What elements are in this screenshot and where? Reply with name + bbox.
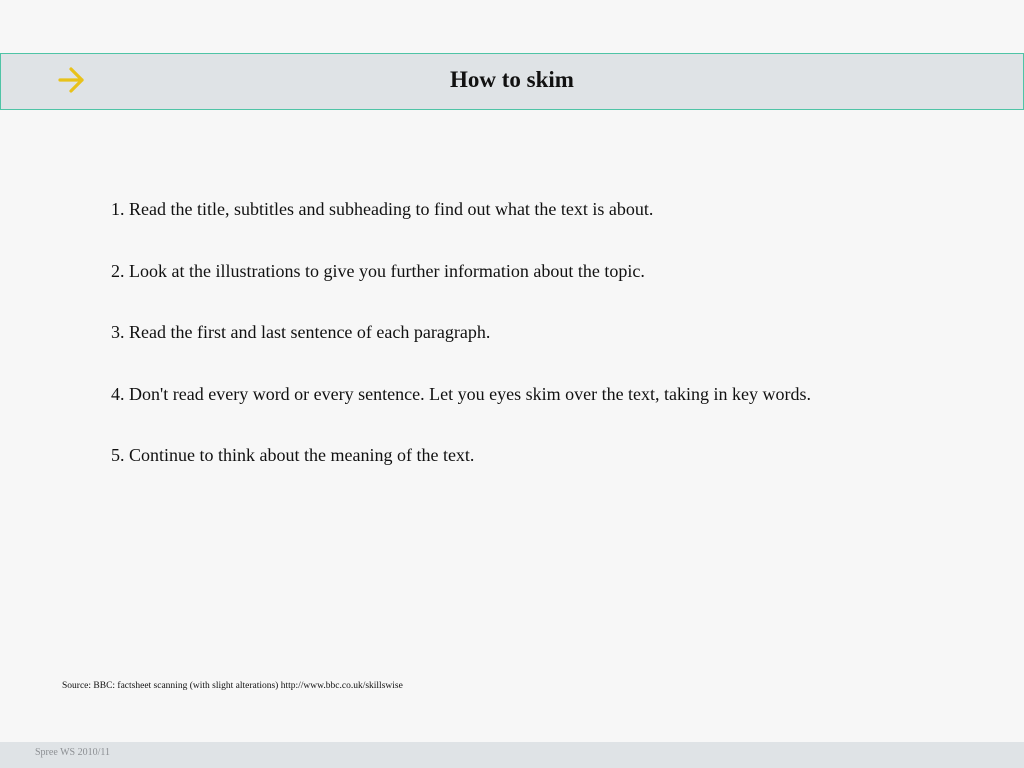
- list-item: 1. Read the title, subtitles and subheading to find out what the text is about.: [111, 199, 654, 219]
- page-title: How to skim: [450, 67, 574, 92]
- steps-list: [111, 198, 811, 506]
- list-item: 5. Continue to think about the meaning of the text.: [111, 445, 475, 465]
- list-item: 4. Don't read every word or every sentence. Let you eyes skim over the text, taking in key words.: [111, 383, 812, 404]
- title-bar: [0, 53, 1024, 110]
- footer-label: Spree WS 2010/11: [35, 747, 110, 758]
- footer-bar: [0, 742, 1024, 768]
- source-citation: Source: BBC: factsheet scanning (with slight alterations) http://www.bbc.co.uk/skillswise: [62, 681, 403, 691]
- list-item: 3. Read the first and last sentence of each paragraph.: [111, 322, 491, 342]
- list-item: 2. Look at the illustrations to give you further information about the topic.: [111, 260, 645, 281]
